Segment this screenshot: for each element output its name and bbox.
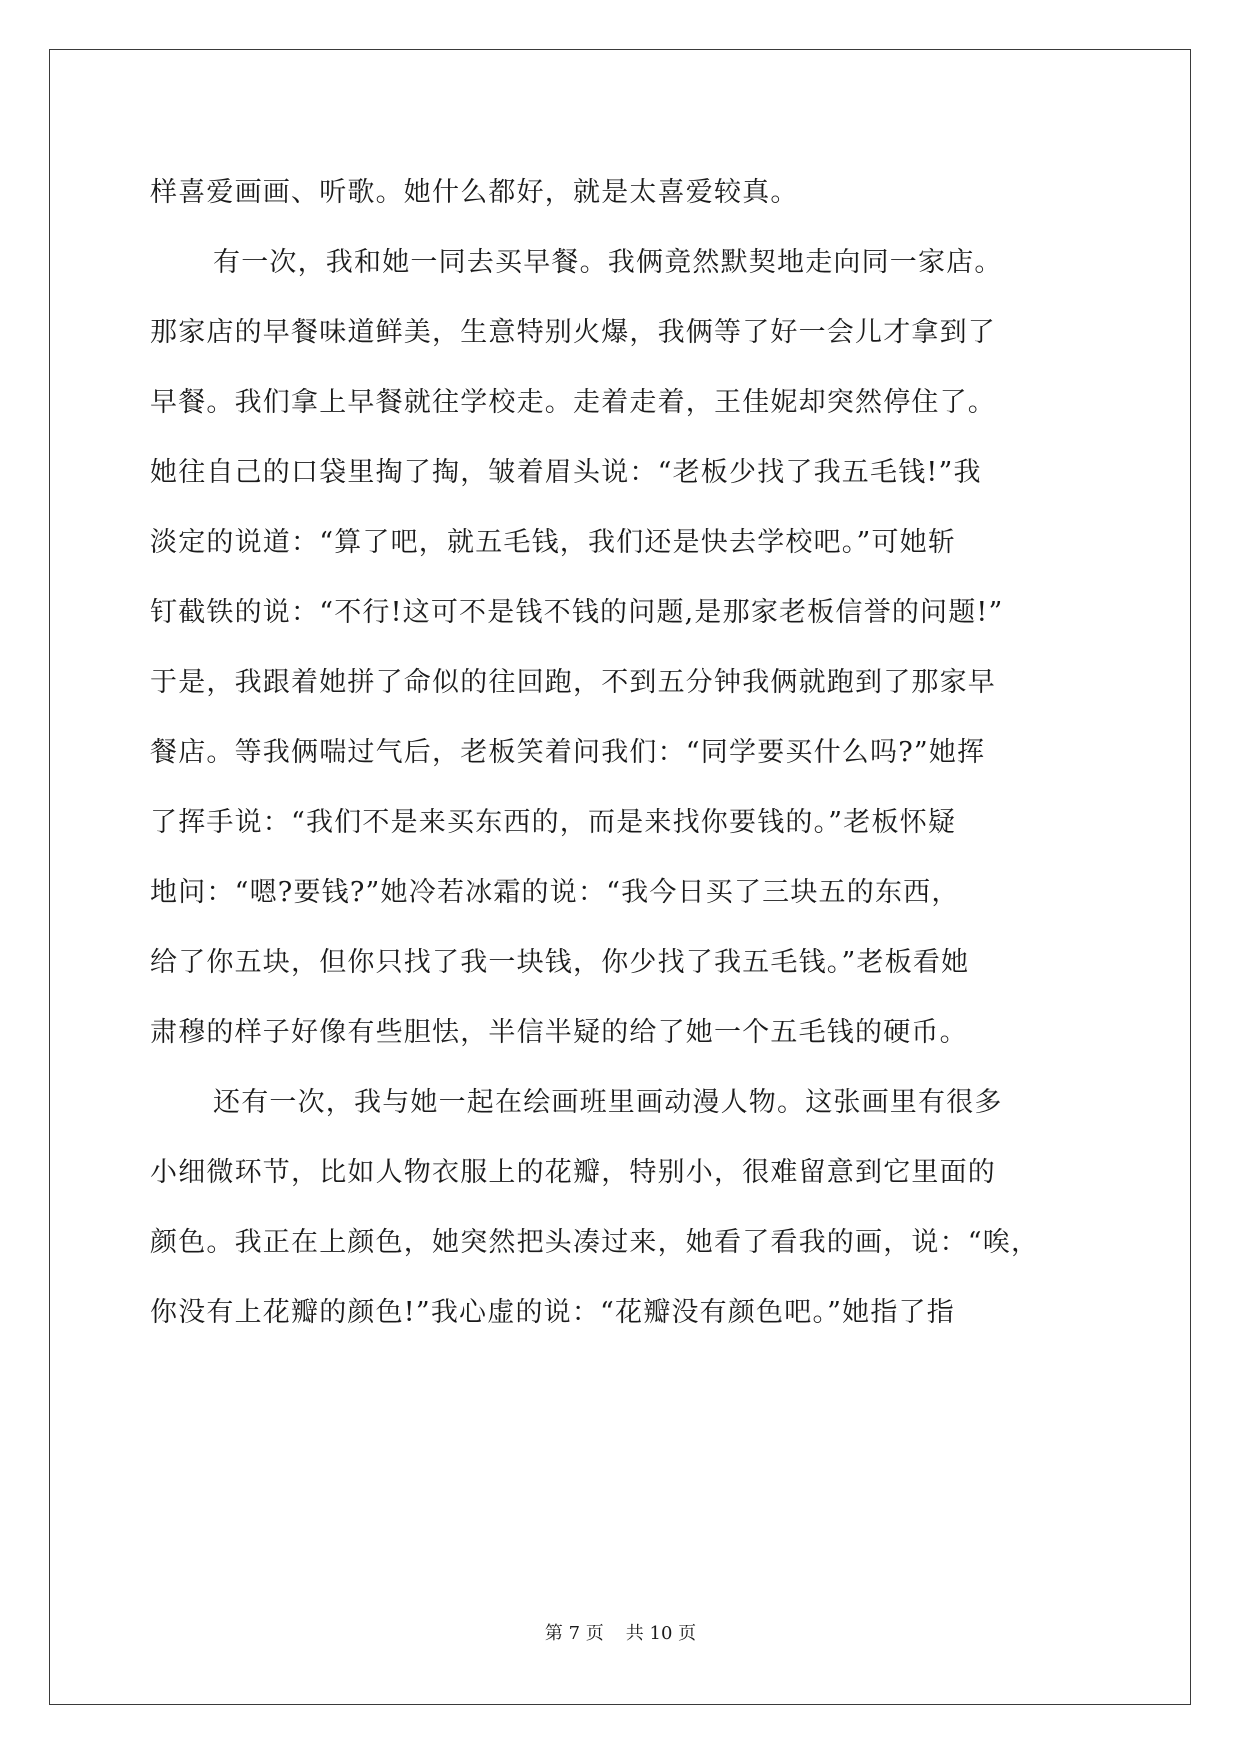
text-line-12: 给了你五块，但你只找了我一块钱，你少找了我五毛钱。”老板看她 [150,947,970,978]
text-line-7: 钉截铁的说：“不行!这可不是钱不钱的问题,是那家老板信誉的问题!” [150,597,1004,628]
page-number: 第 7 页 [544,1623,604,1644]
paragraph-start-line: 有一次，我和她一同去买早餐。我俩竟然默契地走向同一家店。 [213,247,1003,278]
text-line-15: 小细微环节，比如人物衣服上的花瓣，特别小，很难留意到它里面的 [150,1157,996,1188]
page-total: 共 10 页 [625,1623,697,1644]
text-line-13: 肃穆的样子好像有些胆怯，半信半疑的给了她一个五毛钱的硬币。 [150,1017,968,1048]
document-body [150,158,1090,1348]
text-line-1: 样喜爱画画、听歌。她什么都好，就是太喜爱较真。 [150,177,799,208]
text-line-9: 餐店。等我俩喘过气后，老板笑着问我们：“同学要买什么吗?”她挥 [150,737,986,768]
text-line-4: 早餐。我们拿上早餐就往学校走。走着走着，王佳妮却突然停住了。 [150,387,996,418]
paragraph-start-line: 还有一次，我与她一起在绘画班里画动漫人物。这张画里有很多 [213,1087,1003,1118]
text-line-5: 她往自己的口袋里掏了掏，皱着眉头说：“老板少找了我五毛钱!”我 [150,457,982,488]
text-line-10: 了挥手说：“我们不是来买东西的，而是来找你要钱的。”老板怀疑 [150,807,957,838]
text-line-8: 于是，我跟着她拼了命似的往回跑，不到五分钟我俩就跑到了那家早 [150,667,996,698]
text-line-3: 那家店的早餐味道鲜美，生意特别火爆，我俩等了好一会儿才拿到了 [150,317,996,348]
text-line-11: 地问：“嗯?要钱?”她冷若冰霜的说：“我今日买了三块五的东西， [150,877,960,908]
text-line-16: 颜色。我正在上颜色，她突然把头凑过来，她看了看我的画，说：“唉， [150,1227,1040,1258]
text-line-6: 淡定的说道：“算了吧，就五毛钱，我们还是快去学校吧。”可她斩 [150,527,957,558]
page-footer [0,1619,1241,1645]
text-line-17: 你没有上花瓣的颜色!”我心虚的说：“花瓣没有颜色吧。”她指了指 [150,1297,955,1328]
